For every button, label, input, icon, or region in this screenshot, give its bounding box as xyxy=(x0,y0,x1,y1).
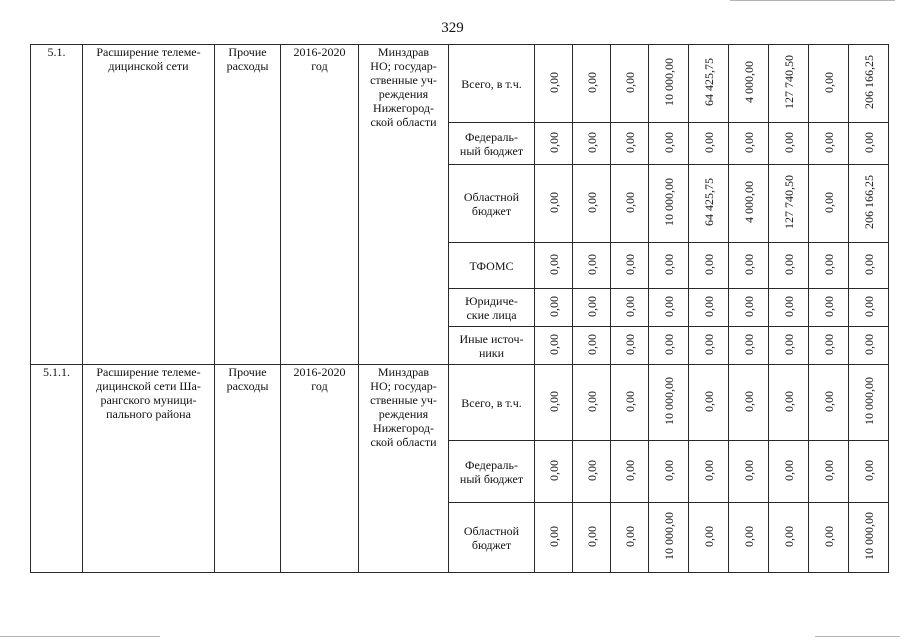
amount-value: 127 740,50 xyxy=(781,55,796,109)
amount-value: 0,00 xyxy=(622,71,637,93)
amount-value: 206 166,25 xyxy=(861,175,876,229)
amount-value: 0,00 xyxy=(781,253,796,275)
amount-value: 0,00 xyxy=(622,253,637,275)
amount-cell xyxy=(611,45,649,123)
amount-cell xyxy=(809,365,849,441)
amount-cell xyxy=(611,327,649,365)
funding-source: Юридиче- ские лица xyxy=(449,289,535,327)
table-row xyxy=(31,365,889,441)
amount-cell xyxy=(849,123,889,165)
amount-value: 0,00 xyxy=(821,191,836,213)
amount-cell xyxy=(689,441,729,503)
amount-value: 0,00 xyxy=(546,333,561,355)
amount-value: 0,00 xyxy=(861,295,876,317)
amount-value: 0,00 xyxy=(741,131,756,153)
amount-cell xyxy=(809,327,849,365)
amount-value: 10 000,00 xyxy=(661,58,676,106)
amount-value: 0,00 xyxy=(781,131,796,153)
amount-value: 0,00 xyxy=(821,253,836,275)
amount-value: 0,00 xyxy=(821,390,836,412)
amount-cell xyxy=(689,165,729,243)
amount-value: 10 000,00 xyxy=(661,178,676,226)
amount-cell xyxy=(649,165,689,243)
amount-value: 0,00 xyxy=(584,390,599,412)
funding-source: ТФОМС xyxy=(449,243,535,289)
amount-cell xyxy=(535,441,573,503)
amount-cell xyxy=(809,503,849,573)
amount-value: 0,00 xyxy=(622,525,637,547)
amount-cell xyxy=(729,243,769,289)
amount-cell xyxy=(573,289,611,327)
amount-cell xyxy=(649,365,689,441)
amount-value: 0,00 xyxy=(622,333,637,355)
amount-cell xyxy=(729,441,769,503)
amount-cell xyxy=(729,503,769,573)
amount-value: 0,00 xyxy=(861,253,876,275)
amount-cell xyxy=(809,289,849,327)
amount-cell xyxy=(729,365,769,441)
amount-cell xyxy=(849,441,889,503)
amount-cell xyxy=(769,503,809,573)
amount-cell xyxy=(769,165,809,243)
amount-value: 0,00 xyxy=(546,295,561,317)
amount-cell xyxy=(809,123,849,165)
amount-cell xyxy=(535,243,573,289)
amount-value: 127 740,50 xyxy=(781,175,796,229)
item-number: 5.1.1. xyxy=(31,365,83,573)
amount-cell xyxy=(689,45,729,123)
amount-value: 0,00 xyxy=(701,295,716,317)
amount-cell xyxy=(769,441,809,503)
amount-cell xyxy=(689,243,729,289)
amount-value: 0,00 xyxy=(661,295,676,317)
amount-cell xyxy=(573,243,611,289)
amount-cell xyxy=(611,365,649,441)
funding-source: Всего, в т.ч. xyxy=(449,45,535,123)
amount-value: 0,00 xyxy=(584,459,599,481)
scan-artifact-line xyxy=(730,0,895,1)
amount-cell xyxy=(573,503,611,573)
amount-cell xyxy=(535,289,573,327)
amount-value: 10 000,00 xyxy=(661,512,676,560)
amount-cell xyxy=(769,243,809,289)
amount-value: 0,00 xyxy=(821,131,836,153)
amount-value: 0,00 xyxy=(546,390,561,412)
item-name: Расширение телеме- дицинской сети xyxy=(83,45,215,365)
amount-cell xyxy=(849,45,889,123)
amount-cell xyxy=(573,45,611,123)
table-row xyxy=(31,45,889,123)
amount-cell xyxy=(769,123,809,165)
executor: Минздрав НО; государ- ственные уч- реждения Нижегород- ской области xyxy=(359,365,449,573)
amount-value: 0,00 xyxy=(781,459,796,481)
amount-value: 0,00 xyxy=(584,71,599,93)
amount-cell xyxy=(769,365,809,441)
amount-cell xyxy=(809,45,849,123)
amount-value: 10 000,00 xyxy=(861,512,876,560)
amount-value: 10 000,00 xyxy=(661,377,676,425)
amount-value: 0,00 xyxy=(622,390,637,412)
amount-value: 0,00 xyxy=(546,191,561,213)
table-body xyxy=(31,45,889,573)
amount-cell xyxy=(611,165,649,243)
amount-value: 0,00 xyxy=(861,333,876,355)
amount-value: 0,00 xyxy=(741,295,756,317)
amount-cell xyxy=(809,165,849,243)
scan-artifact-line xyxy=(815,636,900,637)
amount-value: 0,00 xyxy=(622,295,637,317)
amount-cell xyxy=(649,441,689,503)
amount-cell xyxy=(689,289,729,327)
amount-value: 64 425,75 xyxy=(701,58,716,106)
funding-source: Федераль- ный бюджет xyxy=(449,441,535,503)
amount-cell xyxy=(809,243,849,289)
amount-cell xyxy=(535,123,573,165)
amount-cell xyxy=(611,123,649,165)
amount-value: 0,00 xyxy=(622,459,637,481)
amount-cell xyxy=(849,165,889,243)
amount-cell xyxy=(729,165,769,243)
amount-value: 0,00 xyxy=(661,459,676,481)
expense-type: Прочие расходы xyxy=(215,45,281,365)
funding-source: Областной бюджет xyxy=(449,165,535,243)
amount-cell xyxy=(535,327,573,365)
amount-cell xyxy=(849,289,889,327)
amount-value: 0,00 xyxy=(584,295,599,317)
amount-value: 0,00 xyxy=(546,525,561,547)
amount-value: 0,00 xyxy=(821,333,836,355)
amount-cell xyxy=(689,503,729,573)
amount-value: 0,00 xyxy=(546,253,561,275)
amount-value: 0,00 xyxy=(821,459,836,481)
amount-cell xyxy=(769,45,809,123)
expense-type: Прочие расходы xyxy=(215,365,281,573)
amount-cell xyxy=(769,327,809,365)
funding-source: Областной бюджет xyxy=(449,503,535,573)
amount-value: 4 000,00 xyxy=(741,181,756,223)
amount-value: 0,00 xyxy=(701,459,716,481)
amount-cell xyxy=(649,289,689,327)
amount-cell xyxy=(729,45,769,123)
amount-cell xyxy=(649,243,689,289)
amount-cell xyxy=(729,327,769,365)
amount-cell xyxy=(729,289,769,327)
amount-value: 0,00 xyxy=(701,390,716,412)
funding-source: Всего, в т.ч. xyxy=(449,365,535,441)
period: 2016-2020 год xyxy=(281,365,359,573)
amount-cell xyxy=(573,165,611,243)
amount-value: 0,00 xyxy=(584,253,599,275)
amount-cell xyxy=(535,45,573,123)
amount-value: 0,00 xyxy=(781,333,796,355)
amount-value: 0,00 xyxy=(622,191,637,213)
amount-cell xyxy=(689,327,729,365)
page-number: 329 xyxy=(441,20,464,36)
period: 2016-2020 год xyxy=(281,45,359,365)
amount-value: 0,00 xyxy=(741,253,756,275)
amount-value: 0,00 xyxy=(661,333,676,355)
amount-value: 64 425,75 xyxy=(701,178,716,226)
amount-cell xyxy=(649,123,689,165)
amount-cell xyxy=(649,45,689,123)
amount-cell xyxy=(611,289,649,327)
amount-cell xyxy=(849,327,889,365)
amount-value: 0,00 xyxy=(701,525,716,547)
item-name: Расширение телеме- дицинской сети Ша- рангского муници- пального района xyxy=(83,365,215,573)
amount-value: 0,00 xyxy=(741,525,756,547)
amount-cell xyxy=(535,165,573,243)
amount-value: 0,00 xyxy=(622,131,637,153)
amount-cell xyxy=(729,123,769,165)
amount-cell xyxy=(689,123,729,165)
amount-cell xyxy=(611,441,649,503)
amount-value: 4 000,00 xyxy=(741,61,756,103)
amount-value: 0,00 xyxy=(821,525,836,547)
budget-table xyxy=(30,44,889,573)
amount-value: 0,00 xyxy=(546,459,561,481)
amount-value: 0,00 xyxy=(861,459,876,481)
amount-value: 0,00 xyxy=(701,253,716,275)
amount-value: 0,00 xyxy=(584,131,599,153)
amount-cell xyxy=(573,327,611,365)
item-number: 5.1. xyxy=(31,45,83,365)
amount-cell xyxy=(809,441,849,503)
amount-cell xyxy=(611,243,649,289)
amount-value: 0,00 xyxy=(781,390,796,412)
amount-value: 206 166,25 xyxy=(861,55,876,109)
scan-artifact-line xyxy=(0,636,160,637)
amount-cell xyxy=(573,441,611,503)
amount-value: 0,00 xyxy=(821,71,836,93)
amount-cell xyxy=(611,503,649,573)
amount-value: 0,00 xyxy=(546,131,561,153)
amount-value: 0,00 xyxy=(701,333,716,355)
amount-value: 0,00 xyxy=(701,131,716,153)
amount-cell xyxy=(573,123,611,165)
amount-cell xyxy=(849,365,889,441)
amount-cell xyxy=(535,503,573,573)
amount-value: 0,00 xyxy=(661,253,676,275)
executor: Минздрав НО; государ- ственные уч- реждения Нижегород- ской области xyxy=(359,45,449,365)
amount-value: 10 000,00 xyxy=(861,377,876,425)
amount-value: 0,00 xyxy=(861,131,876,153)
amount-cell xyxy=(769,289,809,327)
amount-cell xyxy=(649,503,689,573)
amount-value: 0,00 xyxy=(781,525,796,547)
amount-value: 0,00 xyxy=(741,390,756,412)
amount-value: 0,00 xyxy=(741,459,756,481)
funding-source: Федераль- ный бюджет xyxy=(449,123,535,165)
funding-source: Иные источ- ники xyxy=(449,327,535,365)
amount-cell xyxy=(849,243,889,289)
amount-value: 0,00 xyxy=(821,295,836,317)
amount-value: 0,00 xyxy=(584,191,599,213)
amount-cell xyxy=(849,503,889,573)
amount-value: 0,00 xyxy=(584,525,599,547)
amount-value: 0,00 xyxy=(781,295,796,317)
amount-cell xyxy=(535,365,573,441)
amount-cell xyxy=(573,365,611,441)
amount-value: 0,00 xyxy=(661,131,676,153)
amount-value: 0,00 xyxy=(741,333,756,355)
amount-cell xyxy=(689,365,729,441)
amount-value: 0,00 xyxy=(546,71,561,93)
amount-cell xyxy=(649,327,689,365)
amount-value: 0,00 xyxy=(584,333,599,355)
